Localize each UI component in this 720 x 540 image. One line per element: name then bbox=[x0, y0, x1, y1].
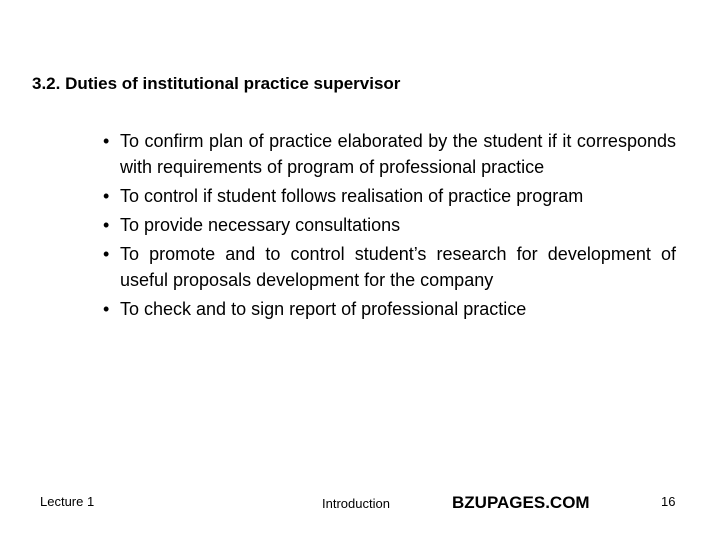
bullet-item-1 bbox=[100, 128, 676, 180]
footer-lecture-label: Lecture 1 bbox=[40, 494, 95, 509]
bullet-dot-icon: • bbox=[103, 186, 110, 206]
bullet-dot-icon: • bbox=[103, 131, 110, 151]
bullet-item-5 bbox=[100, 296, 676, 322]
bullet-dot-icon: • bbox=[103, 244, 110, 264]
bullet-text: To provide necessary consultations bbox=[120, 215, 401, 235]
duties-bullet-list bbox=[100, 128, 676, 325]
bullet-text: To promote and to control student’s research for development of useful proposals development for the company bbox=[120, 244, 676, 290]
bullet-item-3 bbox=[100, 212, 676, 238]
bullet-item-4 bbox=[100, 241, 676, 293]
footer-section-label: Introduction bbox=[322, 496, 390, 511]
bullet-text: To confirm plan of practice elaborated by the student if it corresponds with requirements of program of professional practice bbox=[120, 131, 676, 177]
footer-brand-label: BZUPAGES.COM bbox=[452, 493, 590, 512]
bullet-text: To control if student follows realisation of practice program bbox=[120, 186, 584, 206]
footer-page-number: 16 bbox=[661, 494, 676, 509]
bullet-text: To check and to sign report of professional practice bbox=[120, 299, 527, 319]
bullet-dot-icon: • bbox=[103, 215, 110, 235]
bullet-dot-icon: • bbox=[103, 299, 110, 319]
slide-title: 3.2. Duties of institutional practice supervisor bbox=[32, 74, 401, 93]
bullet-item-2 bbox=[100, 183, 676, 209]
